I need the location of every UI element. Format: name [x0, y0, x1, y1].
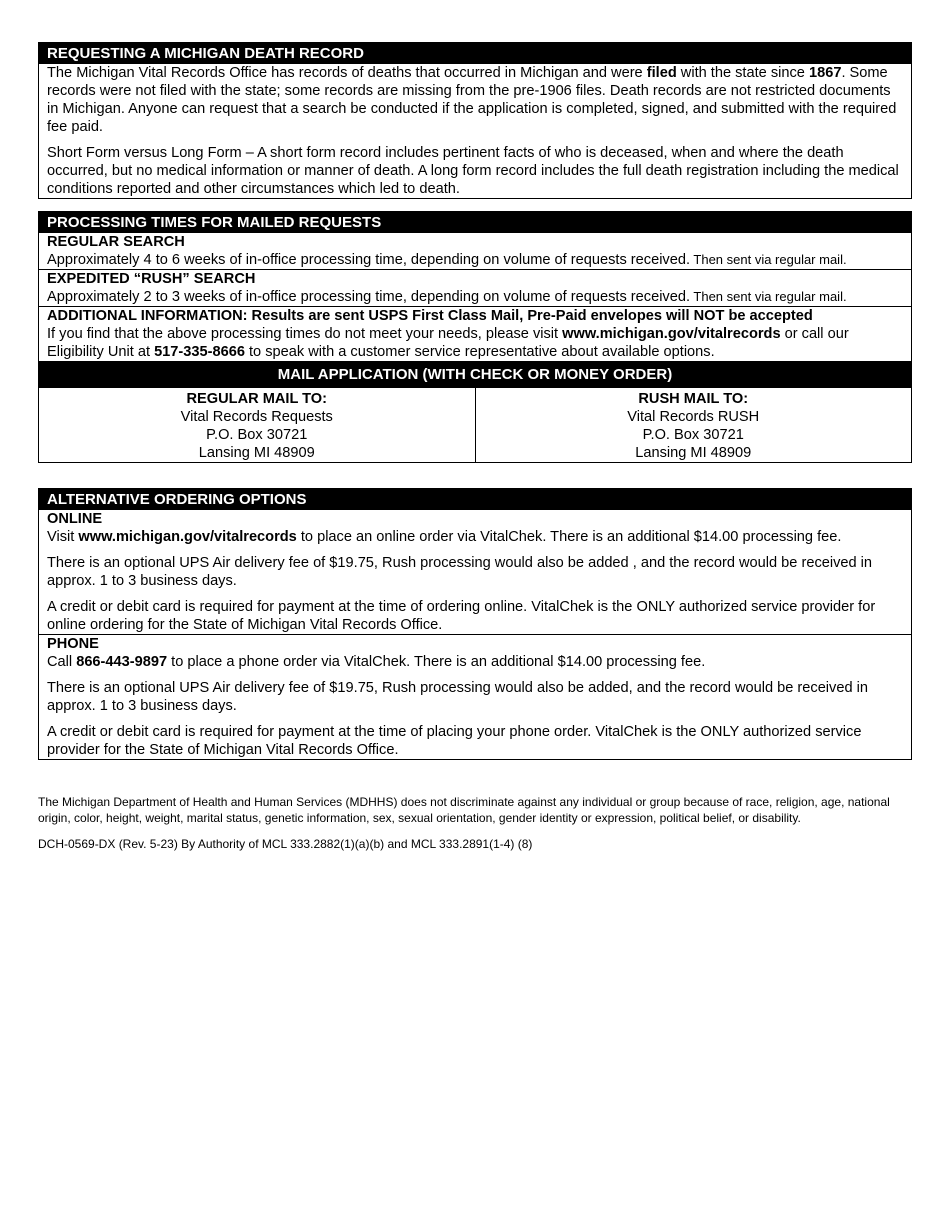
non-discrimination-statement: The Michigan Department of Health and Human Services (MDHHS) does not discriminate against any individual or group because of race, religion, age, national origin, color, height, weight, marital status, genetic information, sex, sexual orientation, gender identity or expression, political belief, or disability.	[38, 795, 890, 825]
mail-application-header: MAIL APPLICATION (WITH CHECK OR MONEY ORDER)	[38, 361, 912, 388]
regular-search-title: REGULAR SEARCH	[47, 234, 185, 250]
vitalchek-phone: 866-443-9897	[76, 654, 168, 670]
regular-mail-address: REGULAR MAIL TO: Vital Records Requests P.O. Box 30721 Lansing MI 48909	[180, 391, 333, 461]
vital-records-link[interactable]: www.michigan.gov/vitalrecords	[562, 326, 781, 342]
regular-search-text: Approximately 4 to 6 weeks of in-office processing time, depending on volume of requests received. Then sent via regular mail.	[39, 251, 911, 270]
mail-address-grid	[38, 388, 912, 463]
phone-paragraph-3: A credit or debit card is required for payment at the time of placing your phone order. VitalChek is the ONLY authorized service provider for the State of Michigan Vital Records Office.	[47, 724, 862, 758]
additional-info-title: ADDITIONAL INFORMATION: Results are sent USPS First Class Mail, Pre-Paid envelopes will NOT be accepted	[47, 308, 813, 324]
rush-search-title: EXPEDITED “RUSH” SEARCH	[47, 271, 256, 287]
online-title: ONLINE	[47, 511, 103, 527]
rush-mail-address: RUSH MAIL TO: Vital Records RUSH P.O. Box 30721 Lansing MI 48909	[475, 388, 912, 462]
death-record-header: REQUESTING A MICHIGAN DEATH RECORD	[39, 43, 911, 64]
document-page	[38, 42, 912, 852]
phone-paragraph-2: There is an optional UPS Air delivery fee of $19.75, Rush processing would also be added, and the record would be received in approx. 1 to 3 business days.	[47, 680, 868, 714]
form-id: DCH-0569-DX (Rev. 5-23) By Authority of MCL 333.2882(1)(a)(b) and MCL 333.2891(1-4) (8)	[38, 837, 533, 851]
eligibility-phone: 517-335-8666	[154, 344, 245, 360]
death-record-paragraph-1: The Michigan Vital Records Office has records of deaths that occurred in Michigan and were filed with the state since 1867. Some records were not filed with the state; some records are missing from the pre-1906 files. Death records are not restricted documents in Michigan. Anyone can request that a search be conducted if the application is completed, signed, and submitted with the required fee paid.	[47, 65, 897, 135]
online-paragraph-2: There is an optional UPS Air delivery fee of $19.75, Rush processing would also be added , and the record would be received in approx. 1 to 3 business days.	[47, 555, 873, 589]
short-long-form-paragraph: Short Form versus Long Form – A short form record includes pertinent facts of who is deceased, when and where the death occurred, but no medical information or manner of death. A long form record includes the full death registration including the medical conditions reported and other circumstances which led to death.	[47, 145, 899, 197]
additional-info-text: If you find that the above processing times do not meet your needs, please visit www.michigan.gov/vitalrecords or call our Eligibility Unit at 517-335-8666 to speak with a customer service representative about available options.	[47, 326, 849, 360]
online-vital-records-link[interactable]: www.michigan.gov/vitalrecords	[78, 529, 297, 545]
alternative-options-section	[38, 488, 912, 760]
death-record-section	[38, 42, 912, 199]
phone-paragraph-1: Call 866-443-9897 to place a phone order via VitalChek. There is an additional $14.00 processing fee.	[47, 654, 706, 670]
processing-times-section	[38, 211, 912, 361]
online-paragraph-1: Visit www.michigan.gov/vitalrecords to place an online order via VitalChek. There is an additional $14.00 processing fee.	[47, 529, 842, 545]
online-paragraph-3: A credit or debit card is required for payment at the time of ordering online. VitalChek is the ONLY authorized service provider for online ordering for the State of Michigan Vital Records Office.	[47, 599, 876, 633]
rush-search-text: Approximately 2 to 3 weeks of in-office processing time, depending on volume of requests received. Then sent via regular mail.	[39, 288, 911, 307]
alternative-options-header: ALTERNATIVE ORDERING OPTIONS	[39, 489, 911, 510]
processing-times-header: PROCESSING TIMES FOR MAILED REQUESTS	[39, 212, 911, 233]
phone-title: PHONE	[47, 636, 99, 652]
